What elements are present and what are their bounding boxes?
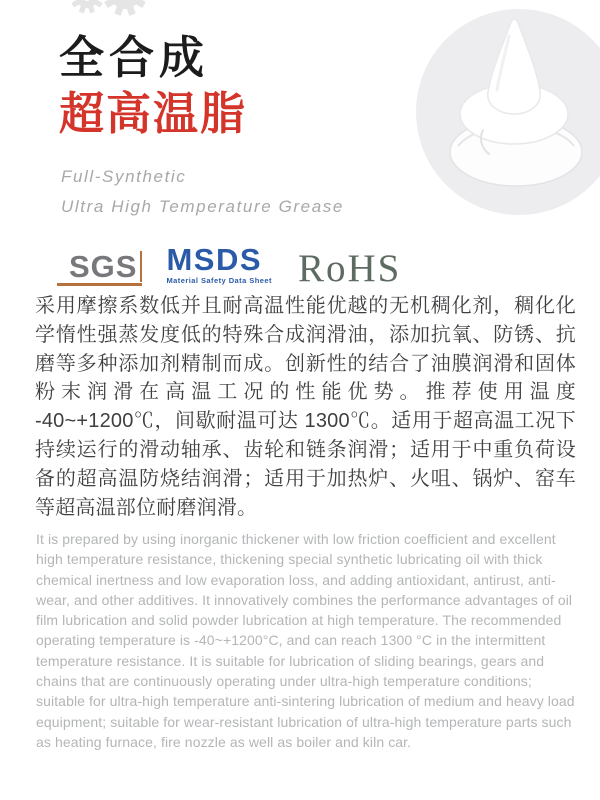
- product-title-line2: 超高温脂: [59, 88, 248, 139]
- certification-logos: [57, 240, 402, 290]
- gear-icon: [60, 0, 180, 30]
- description-chinese: 采用摩擦系数低并且耐高温性能优越的无机稠化剂，稠化化学惰性强蒸发度低的特殊合成润滑油，添加抗氧、防锈、抗磨等多种添加剂精制而成。创新性的结合了油膜润滑和固体粉末润滑在高温工况的性能优势。推荐使用温度 -40~+1200℃，间歇耐温可达 1300℃。适用于超高温工况下持续运行的滑动轴承、齿轮和链条润滑；适用于中重负荷设备的超高温防烧结润滑；适用于加热炉、火咀、锅炉、窑车等超高温部位耐磨润滑。: [35, 295, 576, 519]
- sgs-logo: [57, 251, 142, 286]
- product-title: [59, 30, 247, 142]
- msds-logo: [166, 242, 272, 286]
- rohs-logo: RoHS: [297, 247, 402, 290]
- subtitle-line1: Full-Synthetic: [61, 167, 187, 186]
- subtitle-line2: Ultra High Temperature Grease: [61, 197, 344, 216]
- description-english: It is prepared by using inorganic thickener with low friction coefficient and excellent high temperature resistance, thickening special synthetic lubricating oil with thick chemical inertness and low evaporation loss, and adding antioxidant, antirust, anti-wear, and other additives. It innovatively combines the performance advantages of oil film lubrication and solid powder lubrication at high temperature. The recommended operating temperature is -40~+1200°C, and can reach 1300 °C in the intermittent temperature resistance. It is suitable for lubrication of sliding bearings, gears and chains that are continuously operating under ultra-high temperature conditions; suitable for ultra-high temperature anti-sintering lubrication of medium and heavy load equipment; suitable for wear-resistant lubrication of ultra-high temperature parts such as heating furnace, fire nozzle as well as boiler and kiln car.: [36, 531, 575, 750]
- sgs-logo-text: SGS: [69, 251, 142, 282]
- product-photo: [413, 6, 600, 218]
- product-subtitle: [61, 162, 344, 222]
- product-title-line1: 全合成: [59, 32, 210, 83]
- grease-swirl-image: [413, 6, 600, 218]
- msds-logo-text: MSDS: [166, 242, 263, 277]
- msds-logo-tagline: Material Safety Data Sheet: [166, 276, 272, 285]
